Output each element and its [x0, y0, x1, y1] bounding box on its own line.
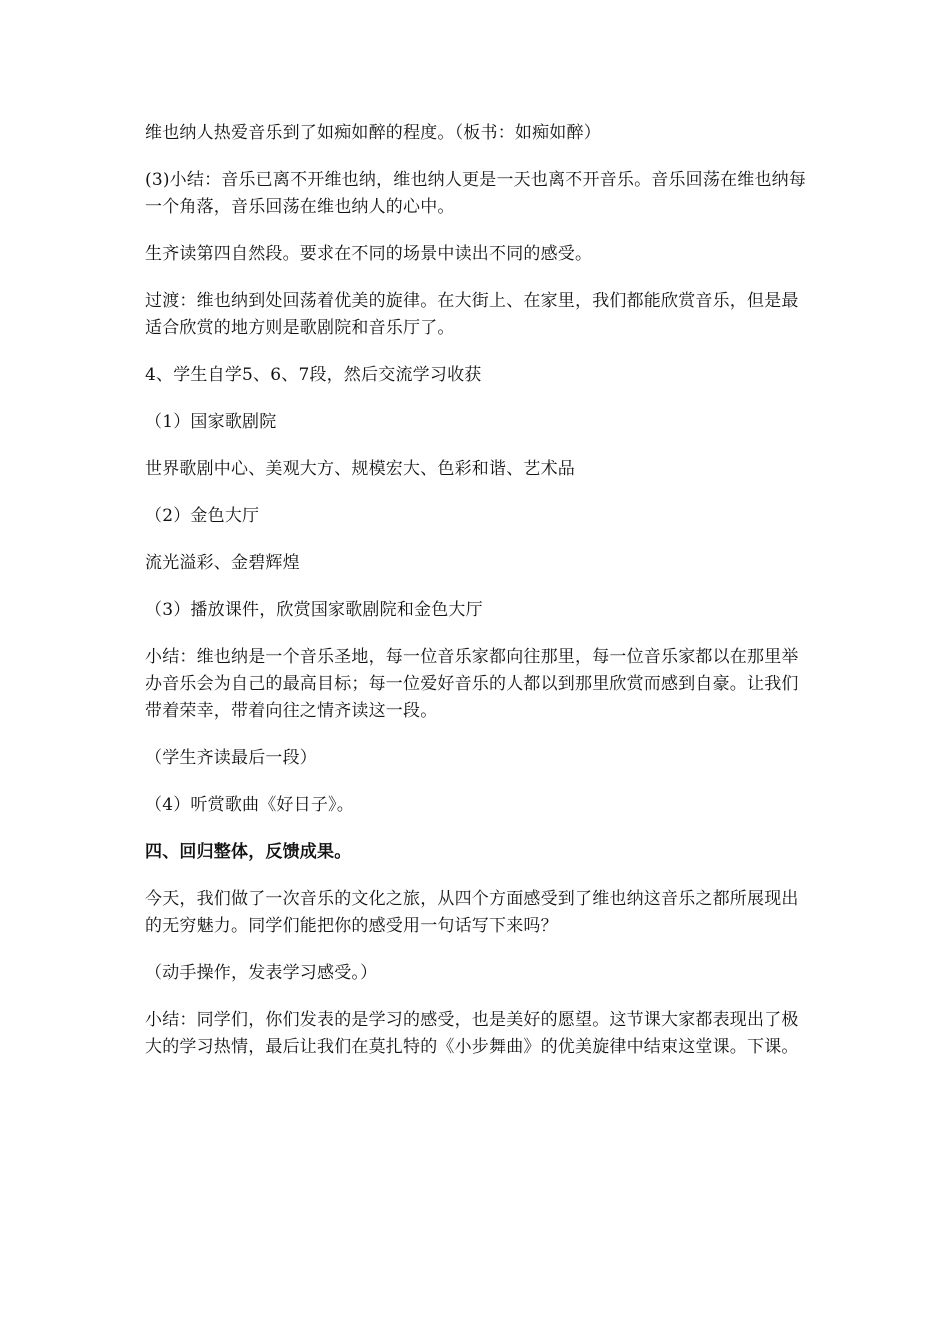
paragraph-3: 生齐读第四自然段。要求在不同的场景中读出不同的感受。 — [145, 244, 593, 264]
paragraph-15: 今天，我们做了一次音乐的文化之旅，从四个方面感受到了维也纳这音乐之都所展现出的无穷魅力。同学们能把你的感受用一句话写下来吗？ — [145, 889, 799, 936]
paragraph-5: 4、学生自学5、6、7段，然后交流学习收获 — [145, 365, 482, 385]
paragraph-6: （1）国家歌剧院 — [145, 412, 277, 432]
paragraph-11: 小结：维也纳是一个音乐圣地，每一位音乐家都向往那里，每一位音乐家都以在那里举办音乐会为自己的最高目标；每一位爱好音乐的人都以到那里欣赏而感到自豪。让我们带着荣幸，带着向往之情齐读这一段。 — [145, 647, 799, 721]
paragraph-7: 世界歌剧中心、美观大方、规模宏大、色彩和谐、艺术品 — [145, 459, 575, 479]
paragraph-4: 过渡：维也纳到处回荡着优美的旋律。在大街上、在家里，我们都能欣赏音乐，但是最适合欣赏的地方则是歌剧院和音乐厅了。 — [145, 291, 799, 338]
paragraph-16: （动手操作，发表学习感受。） — [145, 963, 378, 983]
paragraph-9: 流光溢彩、金碧辉煌 — [145, 553, 300, 573]
paragraph-17: 小结：同学们，你们发表的是学习的感受，也是美好的愿望。这节课大家都表现出了极大的学习热情，最后让我们在莫扎特的《小步舞曲》的优美旋律中结束这堂课。下课。 — [145, 1010, 799, 1057]
paragraph-12: （学生齐读最后一段） — [145, 748, 317, 768]
document-page — [145, 120, 815, 1081]
paragraph-1: 维也纳人热爱音乐到了如痴如醉的程度。（板书：如痴如醉） — [145, 123, 601, 143]
paragraph-13: （4）听赏歌曲《好日子》。 — [145, 795, 354, 815]
paragraph-2: (3)小结：音乐已离不开维也纳，维也纳人更是一天也离不开音乐。音乐回荡在维也纳每一个角落，音乐回荡在维也纳人的心中。 — [145, 170, 807, 217]
section-heading: 四、回归整体，反馈成果。 — [145, 842, 352, 862]
paragraph-8: （2）金色大厅 — [145, 506, 260, 526]
paragraph-10: （3）播放课件，欣赏国家歌剧院和金色大厅 — [145, 600, 483, 620]
